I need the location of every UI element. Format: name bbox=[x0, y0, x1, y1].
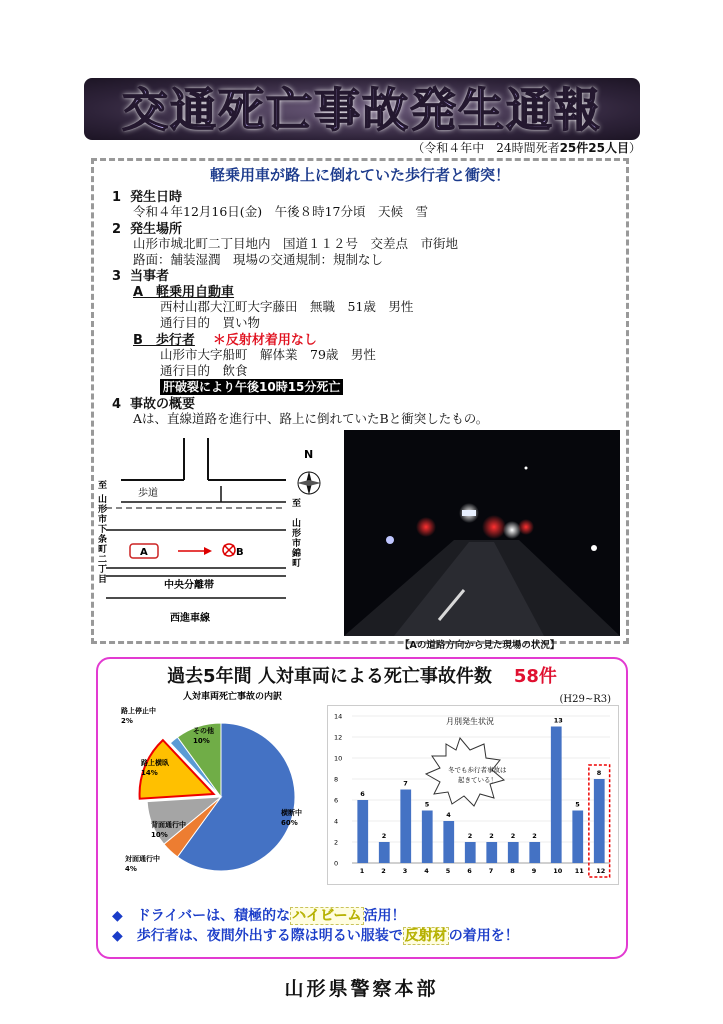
pie-label-2: 対面通行中 bbox=[125, 855, 160, 863]
y-tick-label: 2 bbox=[334, 838, 339, 847]
bar-2 bbox=[379, 842, 390, 863]
y-tick-label: 8 bbox=[334, 775, 339, 784]
party-b-label: B 歩行者 bbox=[133, 333, 195, 348]
pie-label-6: その他 bbox=[193, 727, 214, 735]
datetime-text: 令和４年12月16日(金) 午後８時17分頃 天候 雪 bbox=[133, 204, 428, 219]
bar-11 bbox=[572, 811, 583, 864]
svg-text:錦: 錦 bbox=[292, 549, 302, 559]
bar-value-label: 5 bbox=[575, 800, 580, 809]
direction-arrow-head bbox=[204, 547, 212, 555]
issuer: 山形県警察本部 bbox=[284, 978, 439, 1000]
pie-label-4: 14% bbox=[141, 769, 158, 777]
bar-chart-title: 月別発生状況 bbox=[446, 717, 494, 726]
bar-value-label: 6 bbox=[360, 790, 365, 798]
x-tick-label: 6 bbox=[467, 867, 472, 875]
compass-icon bbox=[297, 471, 321, 495]
bar-value-label: 7 bbox=[403, 779, 408, 788]
pie-label-4: 路上横臥 bbox=[141, 759, 169, 767]
x-tick-label: 4 bbox=[424, 867, 429, 875]
section-4-heading: 4 事故の概要 bbox=[112, 397, 196, 412]
bar-value-label: 2 bbox=[467, 832, 473, 840]
bar-value-label: 2 bbox=[381, 832, 387, 840]
section-2-heading: 2 発生場所 bbox=[112, 222, 183, 237]
pie-title: 人対車両死亡事故の内訳 bbox=[183, 692, 283, 702]
party-a-label: A 軽乗用自動車 bbox=[133, 285, 235, 300]
bar-12 bbox=[594, 779, 605, 863]
bar-1 bbox=[357, 800, 368, 863]
y-tick-label: 6 bbox=[334, 796, 339, 805]
vehicle-a-label: A bbox=[140, 547, 148, 558]
pie-label-3: 背面通行中 bbox=[151, 821, 186, 829]
svg-text:形: 形 bbox=[292, 529, 302, 539]
page-title: 交通死亡事故発生通報 bbox=[122, 83, 602, 137]
x-tick-label: 9 bbox=[531, 867, 537, 875]
x-tick-label: 10 bbox=[553, 867, 563, 875]
location-text: 山形市城北町二丁目地内 国道１１２号 交差点 市街地 bbox=[133, 236, 459, 251]
bar-9 bbox=[529, 842, 540, 863]
bar-value-label: 4 bbox=[446, 811, 451, 819]
year-death-stat: （令和４年中 24時間死者25件25人目） bbox=[412, 141, 641, 155]
pie-label-3: 10% bbox=[151, 831, 168, 839]
diamond-bullet-icon: ◆ bbox=[112, 908, 123, 924]
westbound-label: 西進車線 bbox=[170, 613, 210, 624]
stats-period: (H29~R3) bbox=[559, 694, 611, 705]
bar-10 bbox=[551, 727, 562, 864]
bar-value-label: 13 bbox=[553, 716, 563, 725]
callout-text-1: 冬でも歩行者事故は bbox=[448, 766, 507, 774]
bar-chart bbox=[328, 706, 618, 884]
bar-value-label: 5 bbox=[424, 800, 430, 809]
party-b-purpose: 通行目的 飲食 bbox=[160, 363, 248, 378]
road-condition-text: 路面：舗装湿潤 現場の交通規制：規制なし bbox=[133, 252, 384, 267]
y-tick-label: 10 bbox=[334, 754, 343, 763]
driver-advice: ◆ ドライバーは、積極的な ハイビーム 活用！ bbox=[112, 908, 406, 924]
pie-label-1: 横断中 bbox=[281, 809, 302, 817]
pie-label-2: 4% bbox=[125, 865, 137, 873]
north-label: N bbox=[304, 448, 314, 461]
bar-5 bbox=[443, 821, 454, 863]
bar-4 bbox=[422, 811, 433, 864]
accident-diagram bbox=[96, 438, 336, 628]
svg-text:至: 至 bbox=[292, 499, 302, 509]
x-tick-label: 8 bbox=[510, 867, 515, 875]
party-b-details: 山形市大字船町 解体業 79歳 男性 bbox=[160, 347, 376, 362]
party-a-details: 西村山郡大江町大字藤田 無職 51歳 男性 bbox=[160, 299, 414, 314]
stats-count: 58件 bbox=[513, 666, 557, 687]
diamond-bullet-icon: ◆ bbox=[112, 928, 123, 944]
bar-6 bbox=[465, 842, 476, 863]
y-tick-label: 12 bbox=[334, 733, 343, 742]
median-label: 中央分離帯 bbox=[164, 580, 214, 591]
no-reflector-note: ＊反射材着用なし bbox=[212, 333, 317, 348]
y-tick-label: 4 bbox=[334, 817, 339, 826]
pie-label-5: 路上停止中 bbox=[121, 707, 156, 715]
svg-text:町: 町 bbox=[292, 559, 302, 569]
x-tick-label: 2 bbox=[381, 867, 386, 875]
summary-text: Aは、直線道路を進行中、路上に倒れていたBと衝突したもの。 bbox=[133, 411, 489, 426]
bar-3 bbox=[400, 790, 411, 864]
stats-title: 過去5年間 人対車両による死亡事故件数 58件 bbox=[167, 666, 557, 687]
pedestrian-b-label: B bbox=[236, 547, 244, 558]
pie-label-6: 10% bbox=[193, 737, 210, 745]
bar-value-label: 2 bbox=[510, 832, 516, 840]
svg-text:山: 山 bbox=[292, 519, 302, 529]
x-tick-label: 1 bbox=[359, 867, 365, 875]
right-destination-label bbox=[291, 497, 302, 569]
y-tick-label: 14 bbox=[334, 712, 343, 721]
x-tick-label: 5 bbox=[445, 867, 451, 875]
left-destination-label: 至山形市下条町二丁目 bbox=[98, 481, 108, 585]
death-note: 肝破裂により午後10時15分死亡 bbox=[160, 379, 343, 395]
bar-7 bbox=[486, 842, 497, 863]
x-tick-label: 7 bbox=[488, 867, 494, 875]
callout-text-2: 起きている！ bbox=[458, 776, 497, 784]
pie-label-5: 2% bbox=[121, 717, 133, 725]
x-tick-label: 11 bbox=[574, 867, 584, 875]
bar-8 bbox=[508, 842, 519, 863]
pie-label-1: 60% bbox=[281, 819, 298, 827]
y-tick-label: 0 bbox=[334, 859, 339, 868]
svg-text:市: 市 bbox=[292, 539, 302, 549]
pedestrian-advice: ◆ 歩行者は、夜間外出する際は明るい服装で 反射材 の着用を！ bbox=[112, 928, 519, 944]
bar-chart-panel bbox=[327, 705, 619, 885]
party-a-purpose: 通行目的 買い物 bbox=[160, 315, 261, 330]
x-tick-label: 12 bbox=[596, 867, 606, 875]
section-3-heading: 3 当事者 bbox=[112, 269, 170, 284]
scene-photo bbox=[344, 430, 620, 636]
reflector-highlight: 反射材 bbox=[404, 928, 447, 944]
photo-caption: 【Aの道路方向から見た現場の状況】 bbox=[400, 640, 560, 651]
report-subtitle: 軽乗用車が路上に倒れていた歩行者と衝突！ bbox=[209, 166, 510, 184]
bar-value-label: 2 bbox=[532, 832, 537, 840]
bar-value-label: 2 bbox=[489, 832, 494, 840]
high-beam-highlight: ハイビーム bbox=[292, 908, 362, 924]
pie-chart bbox=[111, 687, 321, 885]
sidewalk-label: 歩道 bbox=[138, 488, 158, 499]
bar-value-label: 8 bbox=[596, 769, 602, 777]
section-1-heading: 1 発生日時 bbox=[112, 190, 183, 205]
x-tick-label: 3 bbox=[402, 867, 408, 875]
